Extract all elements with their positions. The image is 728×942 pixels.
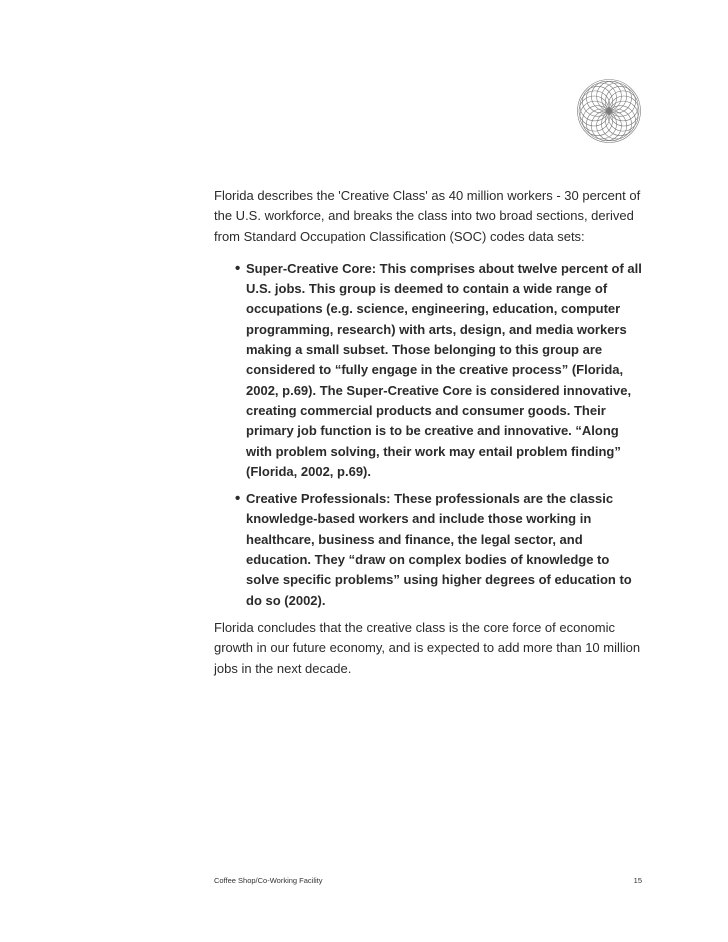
bullet-icon: • (235, 259, 241, 277)
list-item (214, 489, 644, 611)
bullet-icon: • (235, 490, 241, 508)
footer-title: Coffee Shop/Co-Working Facility (214, 876, 323, 885)
list-item (214, 259, 644, 482)
page-footer (214, 876, 642, 885)
page-number: 15 (633, 876, 642, 885)
body-text (214, 186, 644, 679)
spirograph-rosette-icon (576, 78, 642, 144)
bullet-list (214, 259, 644, 611)
intro-paragraph: Florida describes the 'Creative Class' as 40 million workers - 30 percent of the U.S. workforce, and breaks the class into two broad sections, derived from Standard Occupation Classification (SOC) codes data sets: (214, 188, 641, 244)
bullet-text: Super-Creative Core: This comprises about twelve percent of all U.S. jobs. This group is deemed to contain a wide range of occupations (e.g. science, engineering, education, computer programming, research) with arts, design, and media workers making a small subset. Those belonging to this group are considered to “fully engage in the creative process” (Florida, 2002, p.69). The Super-Creative Core is considered innovative, creating commercial products and consumer goods. Their primary job function is to be creative and innovative. “Along with problem solving, their work may entail problem finding” (Florida, 2002, p.69). (246, 260, 642, 479)
bullet-text: Creative Professionals: These professionals are the classic knowledge-based workers and include those working in healthcare, business and finance, the legal sector, and education. They “draw on complex bodies of knowledge to solve specific problems” using higher degrees of education to do so (2002). (246, 491, 632, 608)
conclusion-paragraph: Florida concludes that the creative class is the core force of economic growth in our future economy, and is expected to add more than 10 million jobs in the next decade. (214, 619, 641, 676)
